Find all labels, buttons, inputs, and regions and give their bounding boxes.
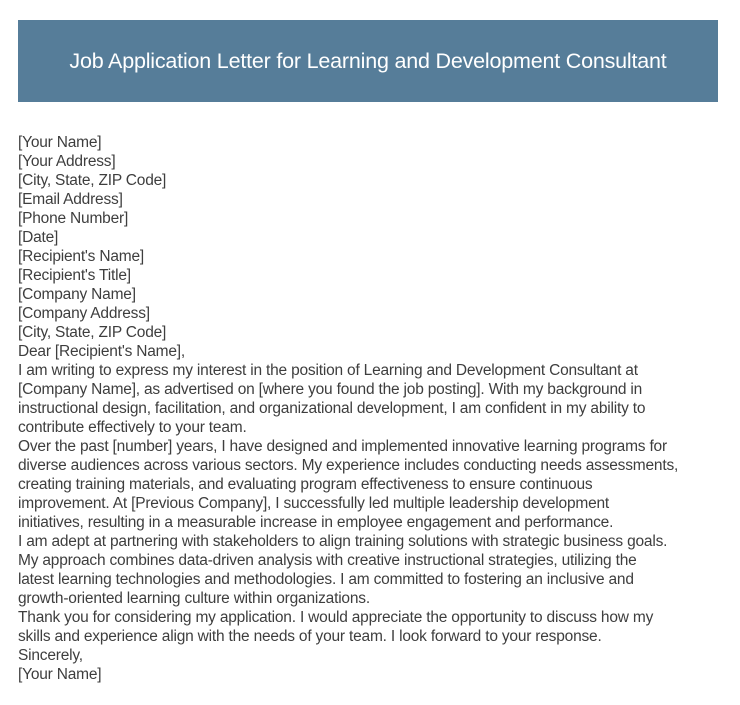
letter-line: [Company Name], as advertised on [where you found the job posting]. With my background in (18, 381, 643, 398)
letter-line: diverse audiences across various sectors. My experience includes conducting needs assessments, (18, 457, 679, 474)
salutation: Dear [Recipient's Name], (18, 343, 186, 360)
page-title: Job Application Letter for Learning and Development Consultant (69, 48, 667, 73)
letter-line: Over the past [number] years, I have designed and implemented innovative learning programs for (18, 438, 667, 455)
letter-paragraph (18, 532, 740, 608)
letter-line: instructional design, facilitation, and organizational development, I am confident in my ability to (18, 400, 646, 417)
letter-paragraph (18, 361, 740, 437)
letter-line: latest learning technologies and methodologies. I am committed to fostering an inclusive and (18, 571, 634, 588)
letter-line: [Recipient's Title] (18, 267, 131, 284)
letter-line: [Your Name] (18, 134, 102, 151)
letter-line: creating training materials, and evaluating program effectiveness to ensure continuous (18, 476, 593, 493)
letter-paragraph (18, 437, 740, 532)
letter-line: [Company Address] (18, 305, 150, 322)
closing: Sincerely, (18, 647, 83, 664)
letter-line: skills and experience align with the needs of your team. I look forward to your response. (18, 628, 602, 645)
letter-line: [City, State, ZIP Code] (18, 172, 167, 189)
letter-line: Thank you for considering my application. I would appreciate the opportunity to discuss how my (18, 609, 654, 626)
letter-line: growth-oriented learning culture within organizations. (18, 590, 370, 607)
letter-line: I am adept at partnering with stakeholders to align training solutions with strategic business goals. (18, 533, 668, 550)
letter-paragraphs (18, 361, 740, 646)
letter-line: contribute effectively to your team. (18, 419, 247, 436)
letter-line: [Phone Number] (18, 210, 129, 227)
letter-line: improvement. At [Previous Company], I successfully led multiple leadership development (18, 495, 610, 512)
letter-line: [Your Address] (18, 153, 116, 170)
contact-block (18, 133, 740, 342)
letter-line: My approach combines data-driven analysis with creative instructional strategies, utilizing the (18, 552, 637, 569)
letter-line: [City, State, ZIP Code] (18, 324, 167, 341)
letter-line: [Date] (18, 229, 59, 246)
signature: [Your Name] (18, 666, 102, 683)
letter-line: [Company Name] (18, 286, 136, 303)
letter-line: I am writing to express my interest in the position of Learning and Development Consultant at (18, 362, 638, 379)
letter-line: [Recipient's Name] (18, 248, 144, 265)
letter-body (18, 133, 740, 684)
letter-line: initiatives, resulting in a measurable increase in employee engagement and performance. (18, 514, 614, 531)
letter-line: [Email Address] (18, 191, 123, 208)
letter-title-banner (18, 20, 718, 102)
letter-paragraph (18, 608, 740, 646)
